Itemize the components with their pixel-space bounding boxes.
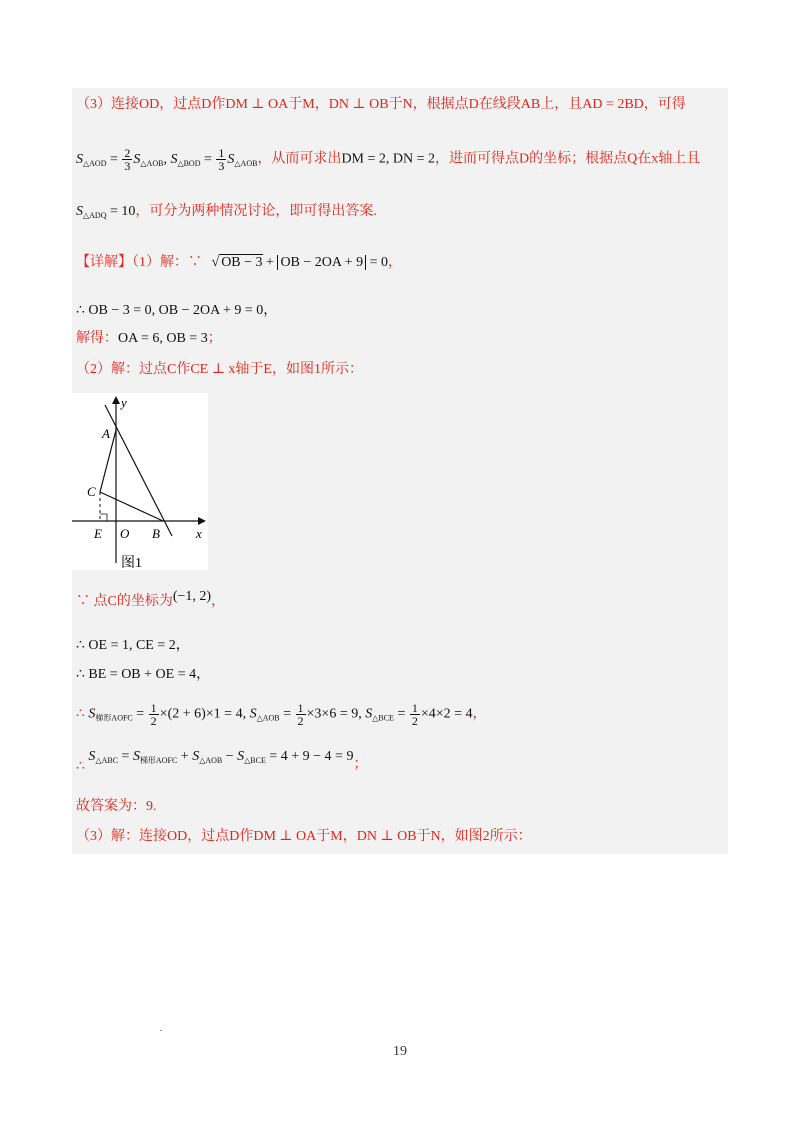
label-x: x (196, 526, 202, 541)
be-line: ∴ BE = OB + OE = 4， (76, 667, 211, 682)
label-o: O (120, 526, 130, 541)
label-y: y (121, 395, 127, 410)
detail-part2: （2）解：过点C作CE ⊥ x轴于E，如图1所示： (76, 362, 363, 377)
detail-label: 【详解】 (76, 255, 132, 270)
segment-cb (100, 492, 163, 521)
area-sum-line: ∴ $S_{\triangle ABC} = S_{梯形AOFC} + S_{\triangle AOB} - S_{\triangle BCE} = 4 + 9 - 4 = 9$； (76, 749, 368, 774)
x-axis-arrow (198, 517, 206, 525)
label-c: C (87, 484, 96, 499)
figure-caption: 图1 (121, 556, 142, 570)
solve-line: 解得：OA = 6, OB = 3； (76, 331, 222, 346)
hint-line-2: $S_{\triangle AOD}$ = $\frac{2}{3}$ $S_{\triangle AOB}$, $S_{\triangle BOD}$ = $\frac{1}{3}$ $S_{\triangle AOB}$，从而可求出DM = 2, DN = 2，进而可得点D的坐标；根据点Q在x轴上且 (76, 146, 701, 173)
stray-mark (160, 1030, 162, 1031)
label-a: A (102, 426, 110, 441)
right-angle-mark (100, 514, 107, 521)
hint-line-1: （3）连接OD，过点D作DM ⊥ OA于M，DN ⊥ OB于N，根据点D在线段AB上，且AD = 2BD，可得 (76, 97, 686, 112)
because-c-line: ∵ 点C的坐标为(−1, 2)， (76, 589, 226, 609)
figure-1-graph (72, 393, 208, 570)
detail-part1: 【详解】（1）解：∵ √ OB − 3 + OB − 2OA + 9 = 0， (76, 255, 403, 270)
therefore-line-1: ∴ OB − 3 = 0, OB − 2OA + 9 = 0， (76, 303, 278, 318)
y-axis-arrow (112, 396, 120, 404)
page-number: 19 (393, 1044, 407, 1059)
label-b: B (152, 526, 160, 541)
hint-line-3: $S_{\triangle ADQ} = 10$，可分为两种情况讨论，即可得出答案. (76, 204, 377, 220)
areas-line: ∴ $S_{梯形AOFC}$ = $\frac{1}{2}$ ×(2 + 6)×1 = 4, $S_{\triangle AOB}$ = $\frac{1}{2}$ ×3×6 = 9, $S_{\triangle BCE}$ = $\frac{1}{2}$ ×4×2 = 4， (76, 701, 487, 728)
answer-line: 故答案为：9. (76, 799, 157, 814)
line-ab (105, 405, 172, 536)
figure-1 (72, 393, 208, 570)
label-e: E (94, 526, 102, 541)
detail-part3: （3）解：连接OD，过点D作DM ⊥ OA于M，DN ⊥ OB于N，如图2所示： (76, 829, 532, 844)
oe-ce-line: ∴ OE = 1, CE = 2， (76, 638, 190, 653)
